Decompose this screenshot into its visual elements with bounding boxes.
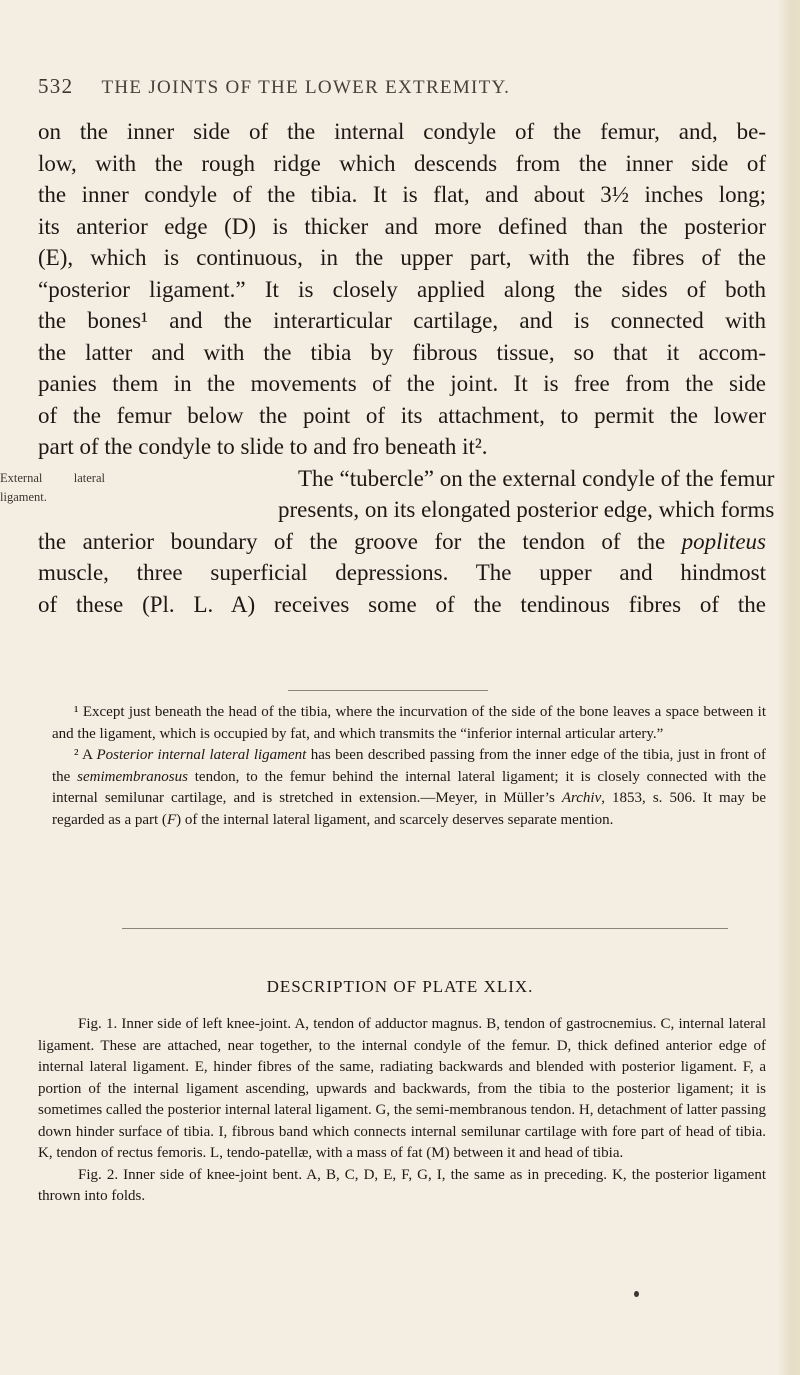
footnote-divider bbox=[288, 690, 488, 691]
popliteus-term: popliteus bbox=[681, 528, 766, 554]
text-line: the inner condyle of the tibia. It is flat, and about 3½ inches long; bbox=[38, 182, 766, 207]
footnote-1: ¹ Except just beneath the head of the tibia, where the incurvation of the side of the bone leaves a space between it and the ligament, which is occupied by fat, and which transmits the “inferior internal articular artery.” bbox=[52, 704, 767, 742]
text-line: its anterior edge (D) is thicker and more defined than the posterior bbox=[38, 213, 766, 239]
footnote-2: ² A Posterior internal lateral ligament has been described passing from the inner edge of the tibia, just in front of the semimembranosus tendon, to the femur behind the internal lateral ligament; it is closely connected with the internal semilunar cartilage, and is stretched in extension.—Meyer, in Müller’s Archiv, 1853, s. 506. It may be regarded as a part (F) of the internal lateral ligament, and scarcely deserves separate mention. bbox=[52, 747, 767, 828]
plate-description-title: DESCRIPTION OF PLATE XLIX. bbox=[266, 977, 534, 996]
page-edge-shading bbox=[778, 0, 800, 1375]
section-divider bbox=[122, 928, 728, 929]
text-line: of these (Pl. L. A) receives some of the tendinous fibres of the bbox=[38, 591, 766, 617]
text-line: of the femur below the point of its attachment, to permit the lower bbox=[38, 402, 766, 428]
page-number: 532 bbox=[38, 74, 74, 98]
text-line: low, with the rough ridge which descends from the inner side of bbox=[38, 150, 766, 176]
text-line: panies them in the movements of the joint. It is free from the side bbox=[38, 371, 766, 396]
text-line: muscle, three superficial depressions. The upper and hindmost bbox=[38, 560, 766, 585]
text-line: The “tubercle” on the external condyle of the femur bbox=[298, 465, 775, 491]
text-line: (E), which is continuous, in the upper part, with the fibres of the bbox=[38, 245, 766, 270]
text-line: the latter and with the tibia by fibrous tissue, so that it accom- bbox=[38, 339, 766, 365]
ink-speck bbox=[634, 1291, 639, 1297]
text-line: presents, on its elongated posterior edge, which forms bbox=[278, 497, 775, 522]
running-head bbox=[38, 74, 778, 99]
text-line: part of the condyle to slide to and fro beneath it². bbox=[38, 434, 488, 459]
marginal-note: External lateral ligament. bbox=[0, 470, 105, 504]
text-line: the anterior boundary of the groove for the tendon of the popliteus bbox=[38, 528, 766, 554]
running-title: THE JOINTS OF THE LOWER EXTREMITY. bbox=[101, 77, 511, 98]
footnotes bbox=[52, 702, 766, 831]
text-line: “posterior ligament.” It is closely applied along the sides of both bbox=[38, 276, 766, 302]
text-line: the bones¹ and the interarticular cartilage, and is connected with bbox=[38, 308, 766, 333]
plate-description bbox=[38, 1014, 766, 1208]
fig-1-caption: Fig. 1. Inner side of left knee-joint. A, tendon of adductor magnus. B, tendon of gastrocnemius. C, internal lateral ligament. These are attached, near together, to the internal condyle of the femur. D, thick defined anterior edge of internal lateral ligament. E, hinder fibres of the same, radiating backwards and blended with posterior ligament. F, a portion of the internal ligament ascending, upwards and backwards, from the tibia to the posterior ligament; it is sometimes called the posterior internal lateral ligament. G, the semi-membranous tendon. H, detachment of latter passing down hinder surface of tibia. I, fibrous band which connects internal semilunar cartilage with fore part of head of tibia. K, tendon of rectus femoris. L, tendo-patellæ, with a mass of fat (M) between it and head of tibia. bbox=[38, 1016, 766, 1161]
main-text bbox=[0, 116, 775, 620]
fig-2-caption: Fig. 2. Inner side of knee-joint bent. A, B, C, D, E, F, G, I, the same as in preceding. K, the posterior ligament thrown into folds. bbox=[38, 1166, 766, 1204]
text-line: on the inner side of the internal condyle of the femur, and, be- bbox=[38, 119, 766, 144]
paragraph-external-lateral bbox=[0, 463, 775, 526]
